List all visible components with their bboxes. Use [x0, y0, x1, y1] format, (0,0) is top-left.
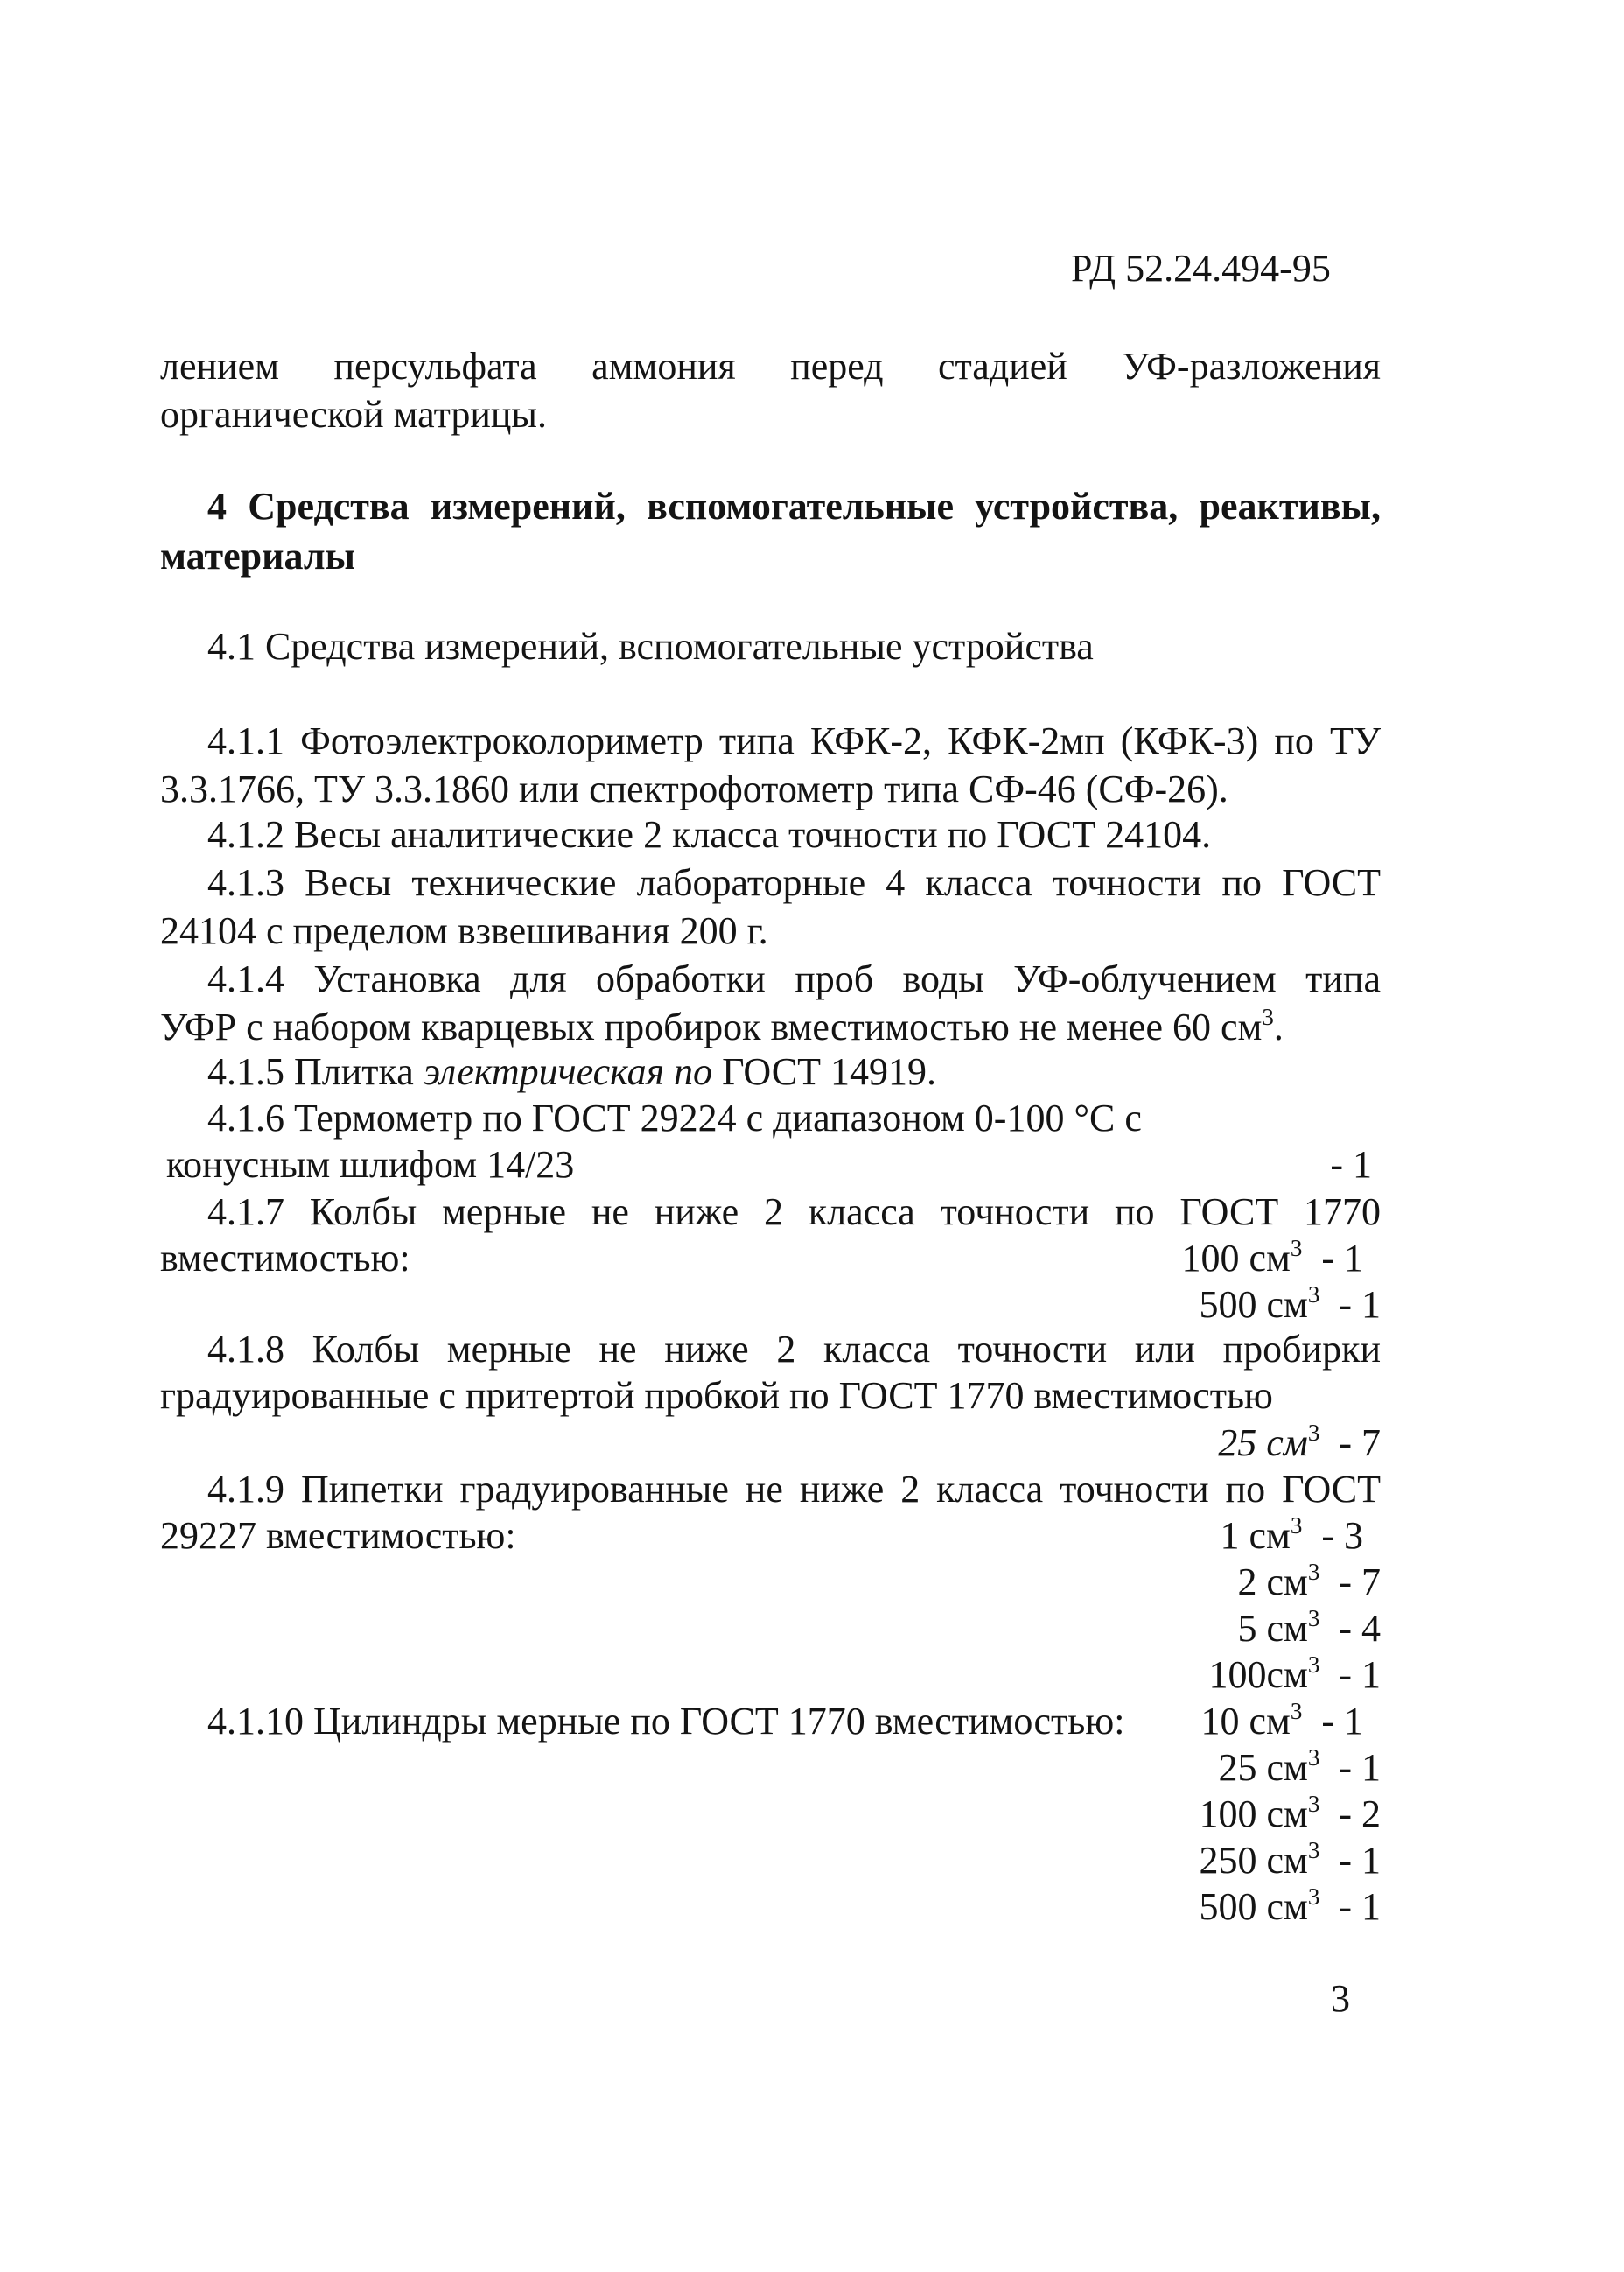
section-heading: 4 Средства измерений, вспомогательные устройства, реактивы,	[207, 485, 1381, 528]
intro-word: персульфата	[333, 345, 537, 388]
volume-value: 5 см	[1237, 1607, 1308, 1650]
superscript-3: 3	[1307, 1837, 1320, 1863]
item-4-1-8-line1: 4.1.8 Колбы мерные не ниже 2 класса точности или пробирки	[207, 1328, 1381, 1371]
volume-value: 1 см	[1220, 1514, 1291, 1557]
count-value: - 2	[1339, 1792, 1381, 1835]
volume-row	[1200, 1698, 1363, 1743]
count-value: - 3	[1321, 1514, 1363, 1557]
count-value: - 7	[1339, 1560, 1381, 1603]
count-value: - 1	[1339, 1653, 1381, 1696]
volume-value: 10 см	[1200, 1700, 1291, 1743]
item-4-1-5-a: 4.1.5 Плитка	[207, 1050, 424, 1093]
item-4-1-1-line1: 4.1.1 Фотоэлектроколориметр типа КФК-2, КФК-2мп (КФК-3) по ТУ	[207, 719, 1381, 762]
volume-value: 100 см	[1199, 1792, 1308, 1835]
volume-row	[1199, 1883, 1381, 1928]
document-code: РД 52.24.494-95	[1071, 247, 1331, 290]
volume-row	[1199, 1837, 1381, 1882]
volume-row	[1199, 1791, 1381, 1835]
volume-value: 25 см	[1218, 1746, 1308, 1789]
volume-value: 25 см	[1218, 1421, 1308, 1464]
volume-value: 2 см	[1237, 1560, 1308, 1603]
item-4-1-4-line2	[160, 1004, 1284, 1048]
intro-line-2: органической матрицы.	[160, 393, 547, 436]
volume-row	[1220, 1512, 1363, 1557]
volume-row	[1218, 1420, 1381, 1464]
item-4-1-7-line2: вместимостью:	[160, 1237, 410, 1280]
volume-value: 100 см	[1181, 1237, 1291, 1280]
superscript-3: 3	[1290, 1698, 1303, 1724]
item-4-1-3-line2: 24104 с пределом взвешивания 200 г.	[160, 909, 768, 952]
item-4-1-5-b: электрическая по	[423, 1050, 723, 1093]
item-4-1-9-line1: 4.1.9 Пипетки градуированные не ниже 2 класса точности по ГОСТ	[207, 1468, 1381, 1511]
page-number: 3	[1331, 1977, 1350, 2020]
count-value: - 1	[1321, 1237, 1363, 1280]
volume-row	[1208, 1651, 1381, 1696]
item-4-1-10-line1: 4.1.10 Цилиндры мерные по ГОСТ 1770 вместимостью:	[207, 1700, 1125, 1743]
intro-line-1	[160, 347, 1381, 386]
item-4-1-6-line1: 4.1.6 Термометр по ГОСТ 29224 с диапазоном 0-100 °С с	[207, 1097, 1142, 1140]
superscript-3: 3	[1262, 1004, 1274, 1030]
item-4-1-5-c: ГОСТ 14919.	[722, 1050, 936, 1093]
intro-word: стадией	[938, 345, 1068, 388]
volume-value: 500 см	[1199, 1885, 1308, 1928]
count-value: - 1	[1339, 1839, 1381, 1882]
intro-word: УФ-разложения	[1122, 345, 1382, 388]
count-label: - 1	[1330, 1143, 1372, 1186]
superscript-3: 3	[1290, 1512, 1303, 1539]
volume-row	[1237, 1559, 1381, 1603]
count-value: - 1	[1339, 1746, 1381, 1789]
superscript-3: 3	[1307, 1420, 1320, 1446]
item-4-1-5	[207, 1050, 936, 1093]
count-value: - 1	[1339, 1283, 1381, 1326]
item-4-1-4-end: .	[1273, 1006, 1284, 1048]
superscript-3: 3	[1307, 1651, 1320, 1678]
superscript-3: 3	[1307, 1605, 1320, 1631]
item-4-1-4-text: УФР с набором кварцевых пробирок вместимостью не менее 60 см	[160, 1006, 1263, 1048]
superscript-3: 3	[1307, 1744, 1320, 1771]
item-4-1-7-line1: 4.1.7 Колбы мерные не ниже 2 класса точности по ГОСТ 1770	[207, 1190, 1381, 1233]
volume-row	[1237, 1605, 1381, 1650]
subsection-heading: 4.1 Средства измерений, вспомогательные устройства	[207, 625, 1094, 668]
count-value: - 1	[1321, 1700, 1363, 1743]
item-4-1-3-line1: 4.1.3 Весы технические лабораторные 4 класса точности по ГОСТ	[207, 861, 1381, 904]
item-4-1-1-line2: 3.3.1766, ТУ 3.3.1860 или спектрофотометр типа СФ-46 (СФ-26).	[160, 768, 1228, 810]
superscript-3: 3	[1307, 1791, 1320, 1817]
superscript-3: 3	[1307, 1281, 1320, 1308]
section-heading-cont: материалы	[160, 535, 355, 578]
volume-row	[1199, 1281, 1381, 1326]
item-4-1-9-line2: 29227 вместимостью:	[160, 1514, 516, 1557]
item-4-1-6-line2: конусным шлифом 14/23	[166, 1143, 575, 1186]
intro-word: лением	[160, 345, 279, 388]
count-value: - 7	[1339, 1421, 1381, 1464]
superscript-3: 3	[1290, 1235, 1303, 1261]
superscript-3: 3	[1307, 1559, 1320, 1585]
volume-row	[1181, 1235, 1363, 1280]
superscript-3: 3	[1307, 1883, 1320, 1910]
intro-word: перед	[790, 345, 884, 388]
intro-word: аммония	[592, 345, 736, 388]
volume-value: 500 см	[1199, 1283, 1308, 1326]
count-value: - 4	[1339, 1607, 1381, 1650]
volume-value: 250 см	[1199, 1839, 1308, 1882]
volume-value: 100см	[1208, 1653, 1308, 1696]
item-4-1-4-line1: 4.1.4 Установка для обработки проб воды УФ-облучением типа	[207, 957, 1381, 1000]
item-4-1-2: 4.1.2 Весы аналитические 2 класса точности по ГОСТ 24104.	[207, 813, 1212, 856]
item-4-1-8-line2: градуированные с притертой пробкой по ГОСТ 1770 вместимостью	[160, 1374, 1273, 1417]
count-value: - 1	[1339, 1885, 1381, 1928]
volume-row	[1218, 1744, 1381, 1789]
